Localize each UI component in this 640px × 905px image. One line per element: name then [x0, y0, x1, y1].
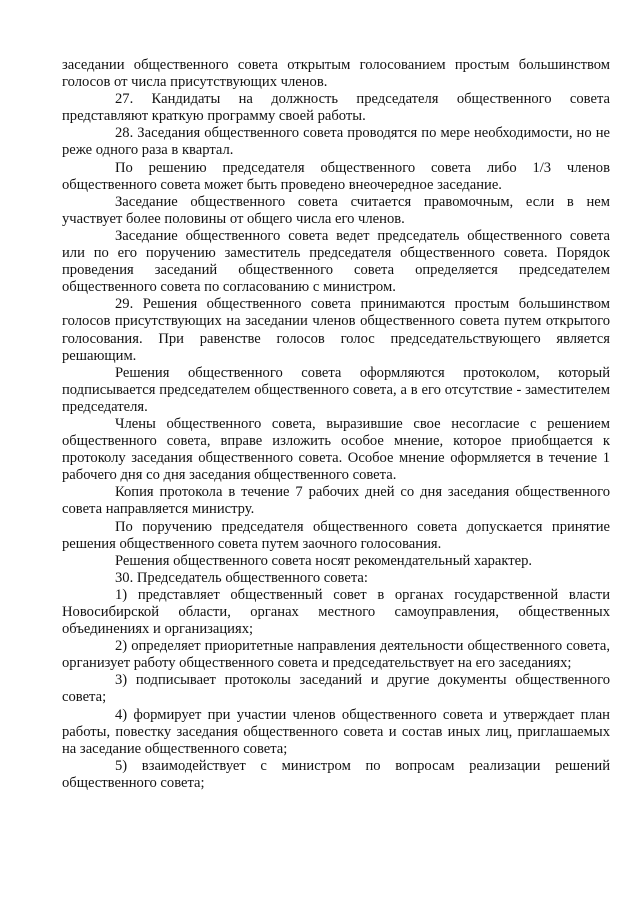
list-item: 2) определяет приоритетные направления деятельности общественного совета, организует работу общественного совета и председательствует на его заседаниях;: [62, 638, 610, 672]
paragraph: Заседание общественного совета считается правомочным, если в нем участвует более половины от общего числа его членов.: [62, 193, 610, 227]
paragraph: Копия протокола в течение 7 рабочих дней со дня заседания общественного совета направляется министру.: [62, 484, 610, 518]
paragraph-item-29: 29. Решения общественного совета принимаются простым большинством голосов присутствующих на заседании членов общественного совета путем открытого голосования. При равенстве голосов голос председательствующего является решающим.: [62, 296, 610, 364]
list-item: 3) подписывает протоколы заседаний и другие документы общественного совета;: [62, 672, 610, 706]
paragraph: По решению председателя общественного совета либо 1/3 членов общественного совета может быть проведено внеочередное заседание.: [62, 159, 610, 193]
list-item: 5) взаимодействует с министром по вопросам реализации решений общественного совета;: [62, 757, 610, 791]
paragraph-item-28: 28. Заседания общественного совета проводятся по мере необходимости, но не реже одного раза в квартал.: [62, 125, 610, 159]
document-page: [62, 57, 610, 792]
paragraph: Члены общественного совета, выразившие свое несогласие с решением общественного совета, вправе изложить особое мнение, которое приобщается к протоколу заседания общественного совета. Особое мнение оформляется в течение 1 рабочего дня со дня заседания общественного совета.: [62, 415, 610, 484]
list-item: 1) представляет общественный совет в органах государственной власти Новосибирской области, органах местного самоуправления, общественных объединениях и организациях;: [62, 586, 610, 638]
list-item: 4) формирует при участии членов общественного совета и утверждает план работы, повестку заседания общественного совета и состав иных лиц, приглашаемых на заседание общественного совета;: [62, 706, 610, 757]
paragraph: Заседание общественного совета ведет председатель общественного совета или по его поручению заместитель председателя общественного совета. Порядок проведения заседаний общественного совета определяется председателем общественного совета по согласованию с министром.: [62, 227, 610, 296]
paragraph-item-27: 27. Кандидаты на должность председателя общественного совета представляют краткую программу своей работы.: [62, 91, 610, 125]
paragraph: По поручению председателя общественного совета допускается принятие решения общественного совета путем заочного голосования.: [62, 518, 610, 552]
paragraph-item-30: 30. Председатель общественного совета:: [115, 569, 368, 586]
paragraph: Решения общественного совета оформляются протоколом, который подписывается председателем общественного совета, а в его отсутствие - заместителем председателя.: [62, 364, 610, 415]
paragraph-continuation: заседании общественного совета открытым голосованием простым большинством голосов от числа присутствующих членов.: [62, 57, 610, 91]
paragraph: Решения общественного совета носят рекомендательный характер.: [115, 552, 533, 569]
